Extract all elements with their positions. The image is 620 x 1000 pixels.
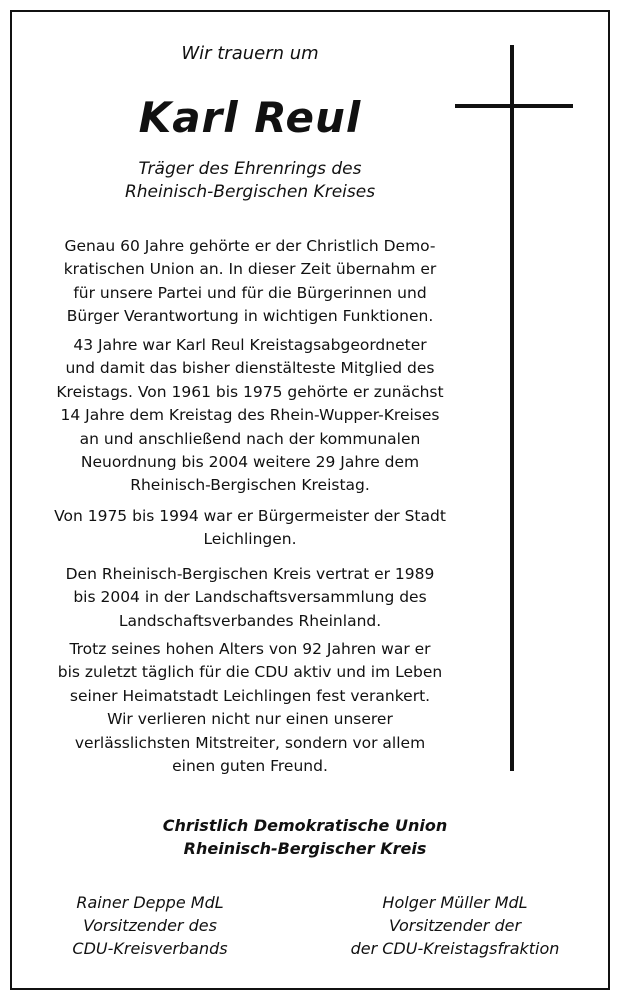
text-line: Wir verlieren nicht nur einen unserer	[107, 710, 393, 729]
signature-role: CDU-Kreisverbands	[72, 939, 228, 958]
text-line: an und anschließend nach der kommunalen	[79, 429, 421, 448]
text-line: seiner Heimatstadt Leichlingen fest verankert.	[69, 686, 431, 705]
signature-name: Rainer Deppe MdL	[76, 893, 224, 912]
cross-vertical-bar	[510, 45, 514, 771]
text-line: verlässlichsten Mitstreiter, sondern vor allem	[74, 733, 426, 752]
text-line: Trotz seines hohen Alters von 92 Jahren war er	[69, 640, 431, 658]
text-line: Den Rheinisch-Bergischen Kreis vertrat er 1989	[65, 565, 435, 583]
paragraph-kreistag	[30, 334, 470, 498]
text-line: Rheinisch-Bergischen Kreistag.	[130, 476, 370, 495]
signature-role: Vorsitzender des	[83, 916, 217, 935]
text-line: bis 2004 in der Landschaftsversammlung des	[73, 588, 427, 607]
text-line: für unsere Partei und für die Bürgerinnen und	[73, 283, 427, 302]
deceased-name: Karl Reul	[138, 93, 362, 142]
text-line: Neuordnung bis 2004 weitere 29 Jahre dem	[80, 453, 420, 472]
subtitle-line: Rheinisch-Bergischen Kreises	[124, 182, 376, 202]
text-line: einen guten Freund.	[172, 757, 328, 776]
paragraph-tribute	[30, 638, 470, 778]
text-line: und damit das bisher dienstälteste Mitglied des	[65, 359, 435, 378]
text-line: Genau 60 Jahre gehörte er der Christlich Demo-	[64, 237, 436, 255]
paragraph-mayor	[30, 505, 470, 552]
signature-role: Vorsitzender der	[388, 916, 522, 935]
text-line: 14 Jahre dem Kreistag des Rhein-Wupper-Kreises	[60, 406, 440, 425]
text-line: 43 Jahre war Karl Reul Kreistagsabgeordneter	[73, 336, 427, 354]
subtitle-line: Träger des Ehrenrings des	[138, 159, 362, 179]
honor-subtitle	[60, 158, 440, 204]
text-line: Bürger Verantwortung in wichtigen Funktionen.	[66, 307, 434, 326]
text-line: bis zuletzt täglich für die CDU aktiv und im Leben	[57, 663, 443, 682]
signature-name: Holger Müller MdL	[382, 893, 528, 912]
organization-line: Rheinisch-Bergischer Kreis	[183, 839, 427, 858]
signature-role: der CDU-Kreistagsfraktion	[350, 939, 560, 958]
text-line: Von 1975 bis 1994 war er Bürgermeister der Stadt	[54, 507, 446, 525]
paragraph-landschaftsversammlung	[30, 563, 470, 633]
text-line: Landschaftsverbandes Rheinland.	[118, 611, 382, 630]
text-line: Leichlingen.	[203, 530, 297, 549]
cross-horizontal-bar	[455, 104, 573, 108]
signature-right	[330, 891, 580, 960]
paragraph-party-membership	[30, 235, 470, 329]
organization-block	[110, 814, 500, 860]
intro-line: Wir trauern um	[181, 43, 319, 64]
signature-left	[50, 891, 250, 960]
text-line: Kreistags. Von 1961 bis 1975 gehörte er zunächst	[56, 382, 444, 401]
organization-line: Christlich Demokratische Union	[162, 816, 448, 835]
text-line: kratischen Union an. In dieser Zeit übernahm er	[63, 260, 437, 279]
